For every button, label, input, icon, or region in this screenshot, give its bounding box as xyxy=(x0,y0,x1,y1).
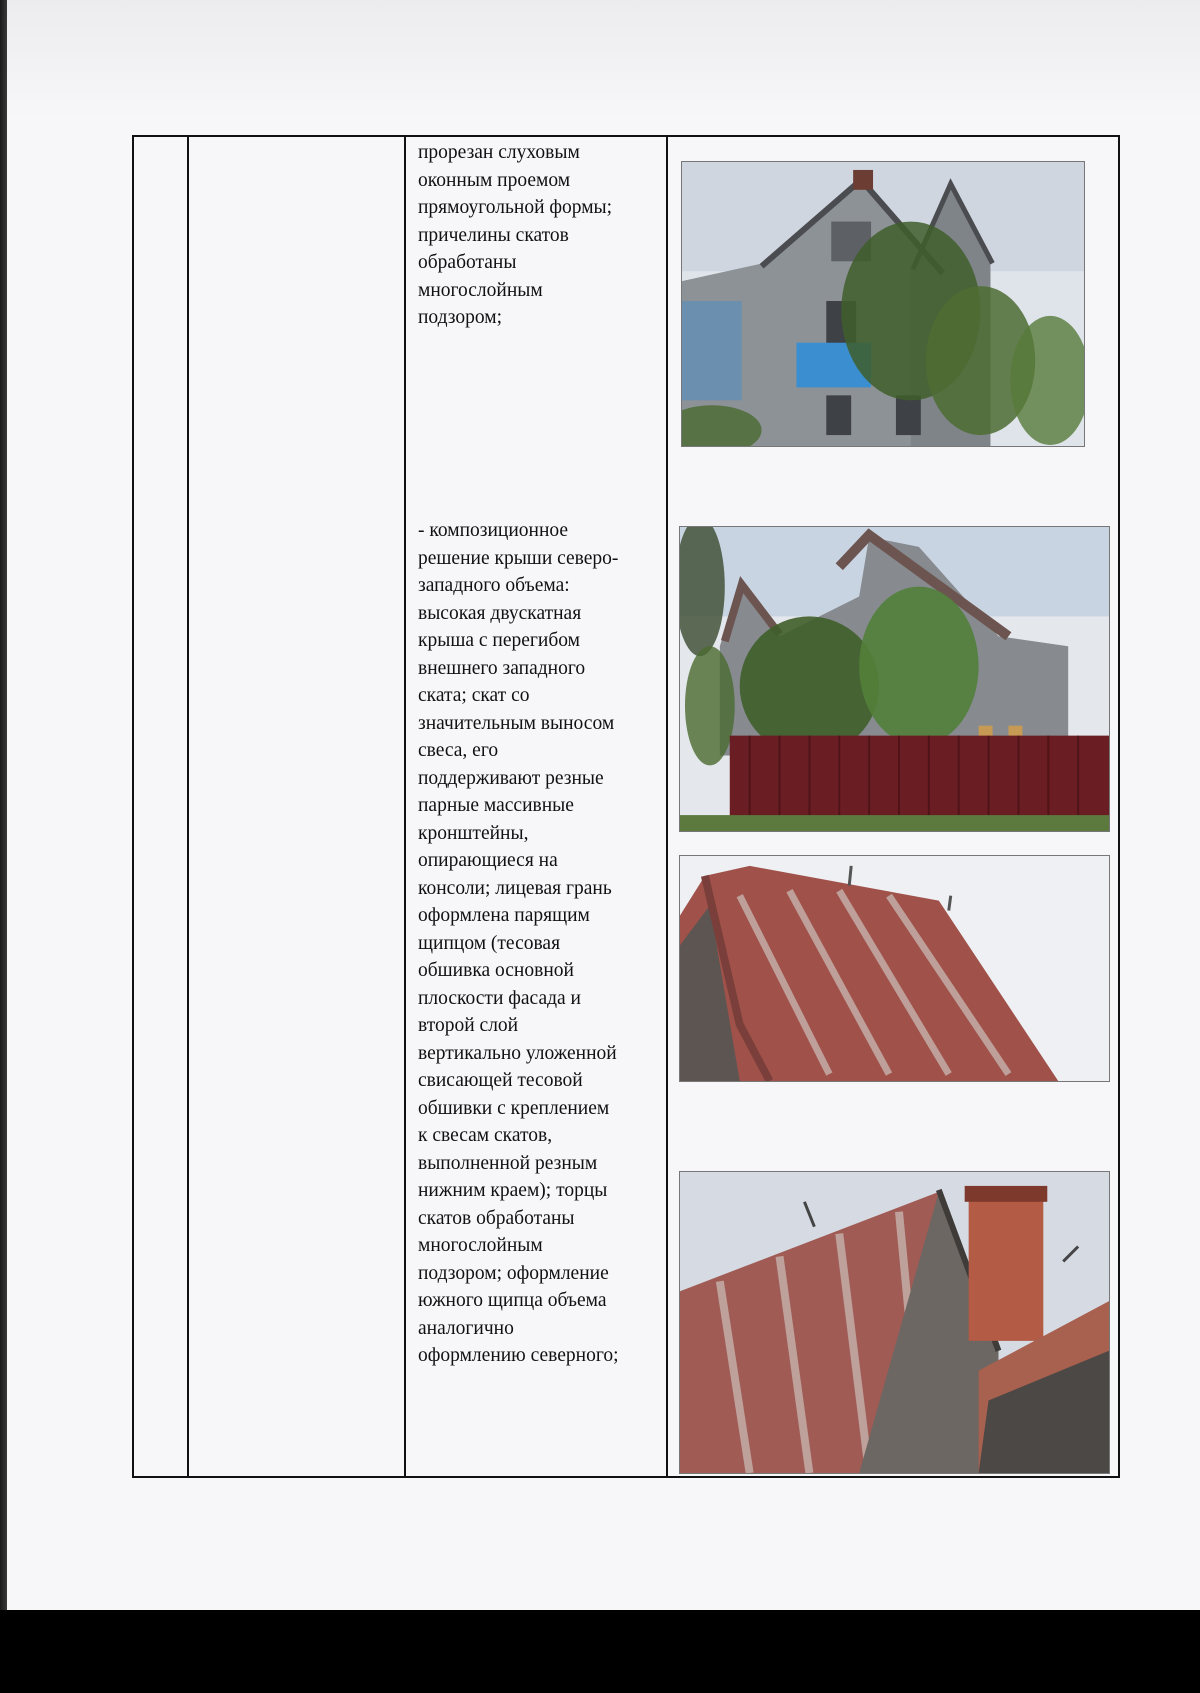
scan-shade-top xyxy=(7,0,1200,120)
photo-rusted-roof-slope xyxy=(679,855,1110,1082)
table-column-divider-2 xyxy=(404,137,406,1476)
scan-edge-left xyxy=(0,0,7,1693)
photo-gable-with-chimney xyxy=(679,1171,1110,1474)
table-column-divider-1 xyxy=(187,137,189,1476)
scan-bottom-band xyxy=(0,1610,1200,1693)
photo-house-behind-fence xyxy=(679,526,1110,832)
document-table xyxy=(132,135,1120,1478)
photo-house-facade xyxy=(681,161,1085,447)
description-text-roof-composition: - композиционное решение крыши северо- западного объема: высокая двускатная крыша с перегибом внешнего западного ската; скат со значительным выносом свеса, его поддерживают резные парные массивные кронштейны, опирающиеся на консоли; лицевая грань оформлена парящим щипцом (тесовая обшивка основной плоскости фасада и второй слой вертикально уложенной свисающей тесовой обшивки с креплением к свесам скатов, выполненной резным нижним краем); торцы скатов обработаны многослойным подзором; оформление южного щипца объема аналогично оформлению северного; xyxy=(418,520,619,1366)
description-text-dormer: прорезан слуховым оконным проемом прямоугольной формы; причелины скатов обработаны многослойным подзором; xyxy=(418,142,613,328)
